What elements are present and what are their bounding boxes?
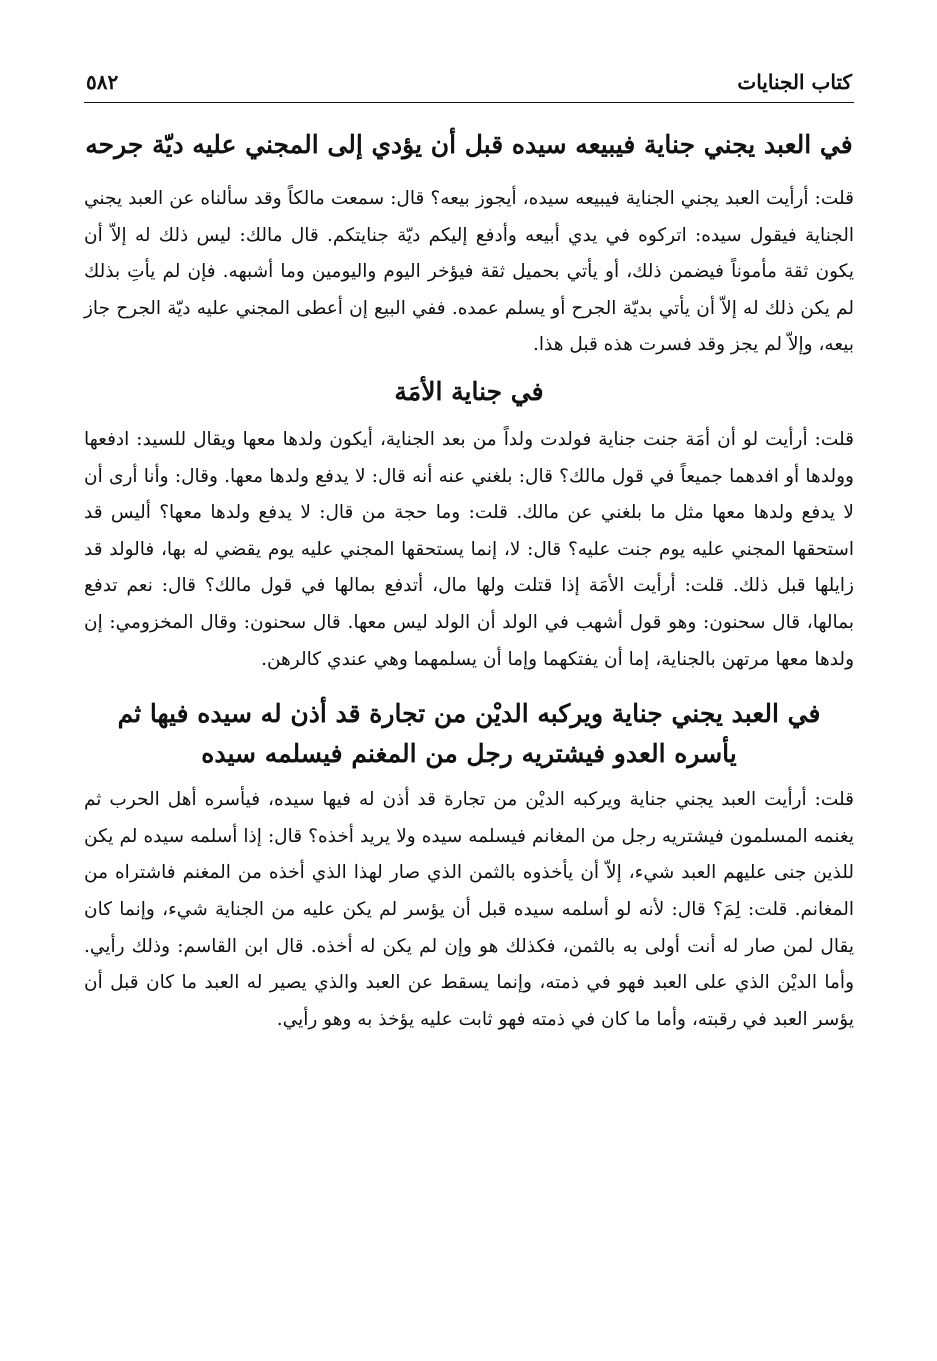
section-heading: في العبد يجني جناية فيبيعه سيده قبل أن يؤدي إلى المجني عليه ديّة جرحه <box>85 130 853 159</box>
book-title: كتاب الجنايات <box>737 70 852 94</box>
book-page <box>84 60 854 1330</box>
section-paragraph: قلت: أرأيت العبد يجني جناية ويركبه الديْن من تجارة قد أذن له فيها سيده، فيأسره أهل الحرب ثم يغنمه المسلمون فيشتريه رجل من المغانم فيسلمه سيده ولا يريد أخذه؟ قال: إذا أسلمه سيده لم يكن للذين جنى عليهم العبد شيء، إلاّ أن يأخذوه بالثمن الذي صار لهذا الذي أخذه من المغنم فاشتراه من المغانم. قلت: لِمَ؟ قال: لأنه لو أسلمه سيده قبل أن يؤسر لم يكن عليه من الجناية شيء، وإنما كان يقال لمن صار له أنت أولى به بالثمن، فكذلك هو وإن لم يكن له أخذه. قال ابن القاسم: وذلك رأيي. وأما الديْن الذي على العبد فهو في ذمته، وإنما يسقط عن العبد والذي يصير له العبد ما كان قبل أن يؤسر العبد في رقبته، وأما ما كان في ذمته فهو ثابت عليه يؤخذ به وهو رأيي. <box>84 789 854 1030</box>
page-number: ٥٨٢ <box>86 70 119 94</box>
running-header <box>84 60 854 103</box>
section-paragraph: قلت: أرأيت العبد يجني الجناية فيبيعه سيده، أيجوز بيعه؟ قال: سمعت مالكاً وقد سألناه عن العبد يجني الجناية فيقول سيده: اتركوه في يدي أبيعه وأدفع إليكم ديّة جنايتكم. قال مالك: ليس ذلك له إلاّ أن يكون ثقة مأموناً فيضمن ذلك، أو يأتي بحميل ثقة فيؤخر اليوم واليومين وما أشبهه. فإن لم يأتِ بذلك لم يكن ذلك له إلاّ أن يأتي بديّة الجرح أو يسلم عمده. ففي البيع إن أعطى المجني عليه ديّة الجرح جاز بيعه، وإلاّ لم يجز وقد فسرت هذه قبل هذا. <box>84 188 854 356</box>
section-paragraph: قلت: أرأيت لو أن أمَة جنت جناية فولدت ولداً من بعد الجناية، أيكون ولدها معها ويقال للسيد: ادفعها وولدها أو افدهما جميعاً في قول مالك؟ قال: بلغني عنه أنه قال: لا يدفع ولدها معها. وقال: وأنا أرى أن لا يدفع ولدها معها مثل ما بلغني عن مالك. قلت: وما حجة من قال: لا يدفع ولدها معها؟ أليس قد استحقها المجني عليه يوم جنت عليه؟ قال: لا، إنما يستحقها المجني عليه يوم يقضي له بها، فالولد قد زايلها قبل ذلك. قلت: أرأيت الأمَة إذا قتلت ولها مال، أتدفع بمالها في قول مالك؟ قال: نعم تدفع بمالها، قال سحنون: وهو قول أشهب في الولد أن الولد ليس معها. قال سحنون: وقال المخزومي: إن ولدها معها مرتهن بالجناية، إما أن يفتكهما وإما أن يسلمهما وهي عندي كالرهن. <box>84 428 854 670</box>
section-heading: في جناية الأمَة <box>394 376 544 406</box>
section-heading: في العبد يجني جناية ويركبه الديْن من تجارة قد أذن له سيده فيها ثم يأسره العدو فيشتريه رجل من المغنم فيسلمه سيده <box>117 699 821 769</box>
